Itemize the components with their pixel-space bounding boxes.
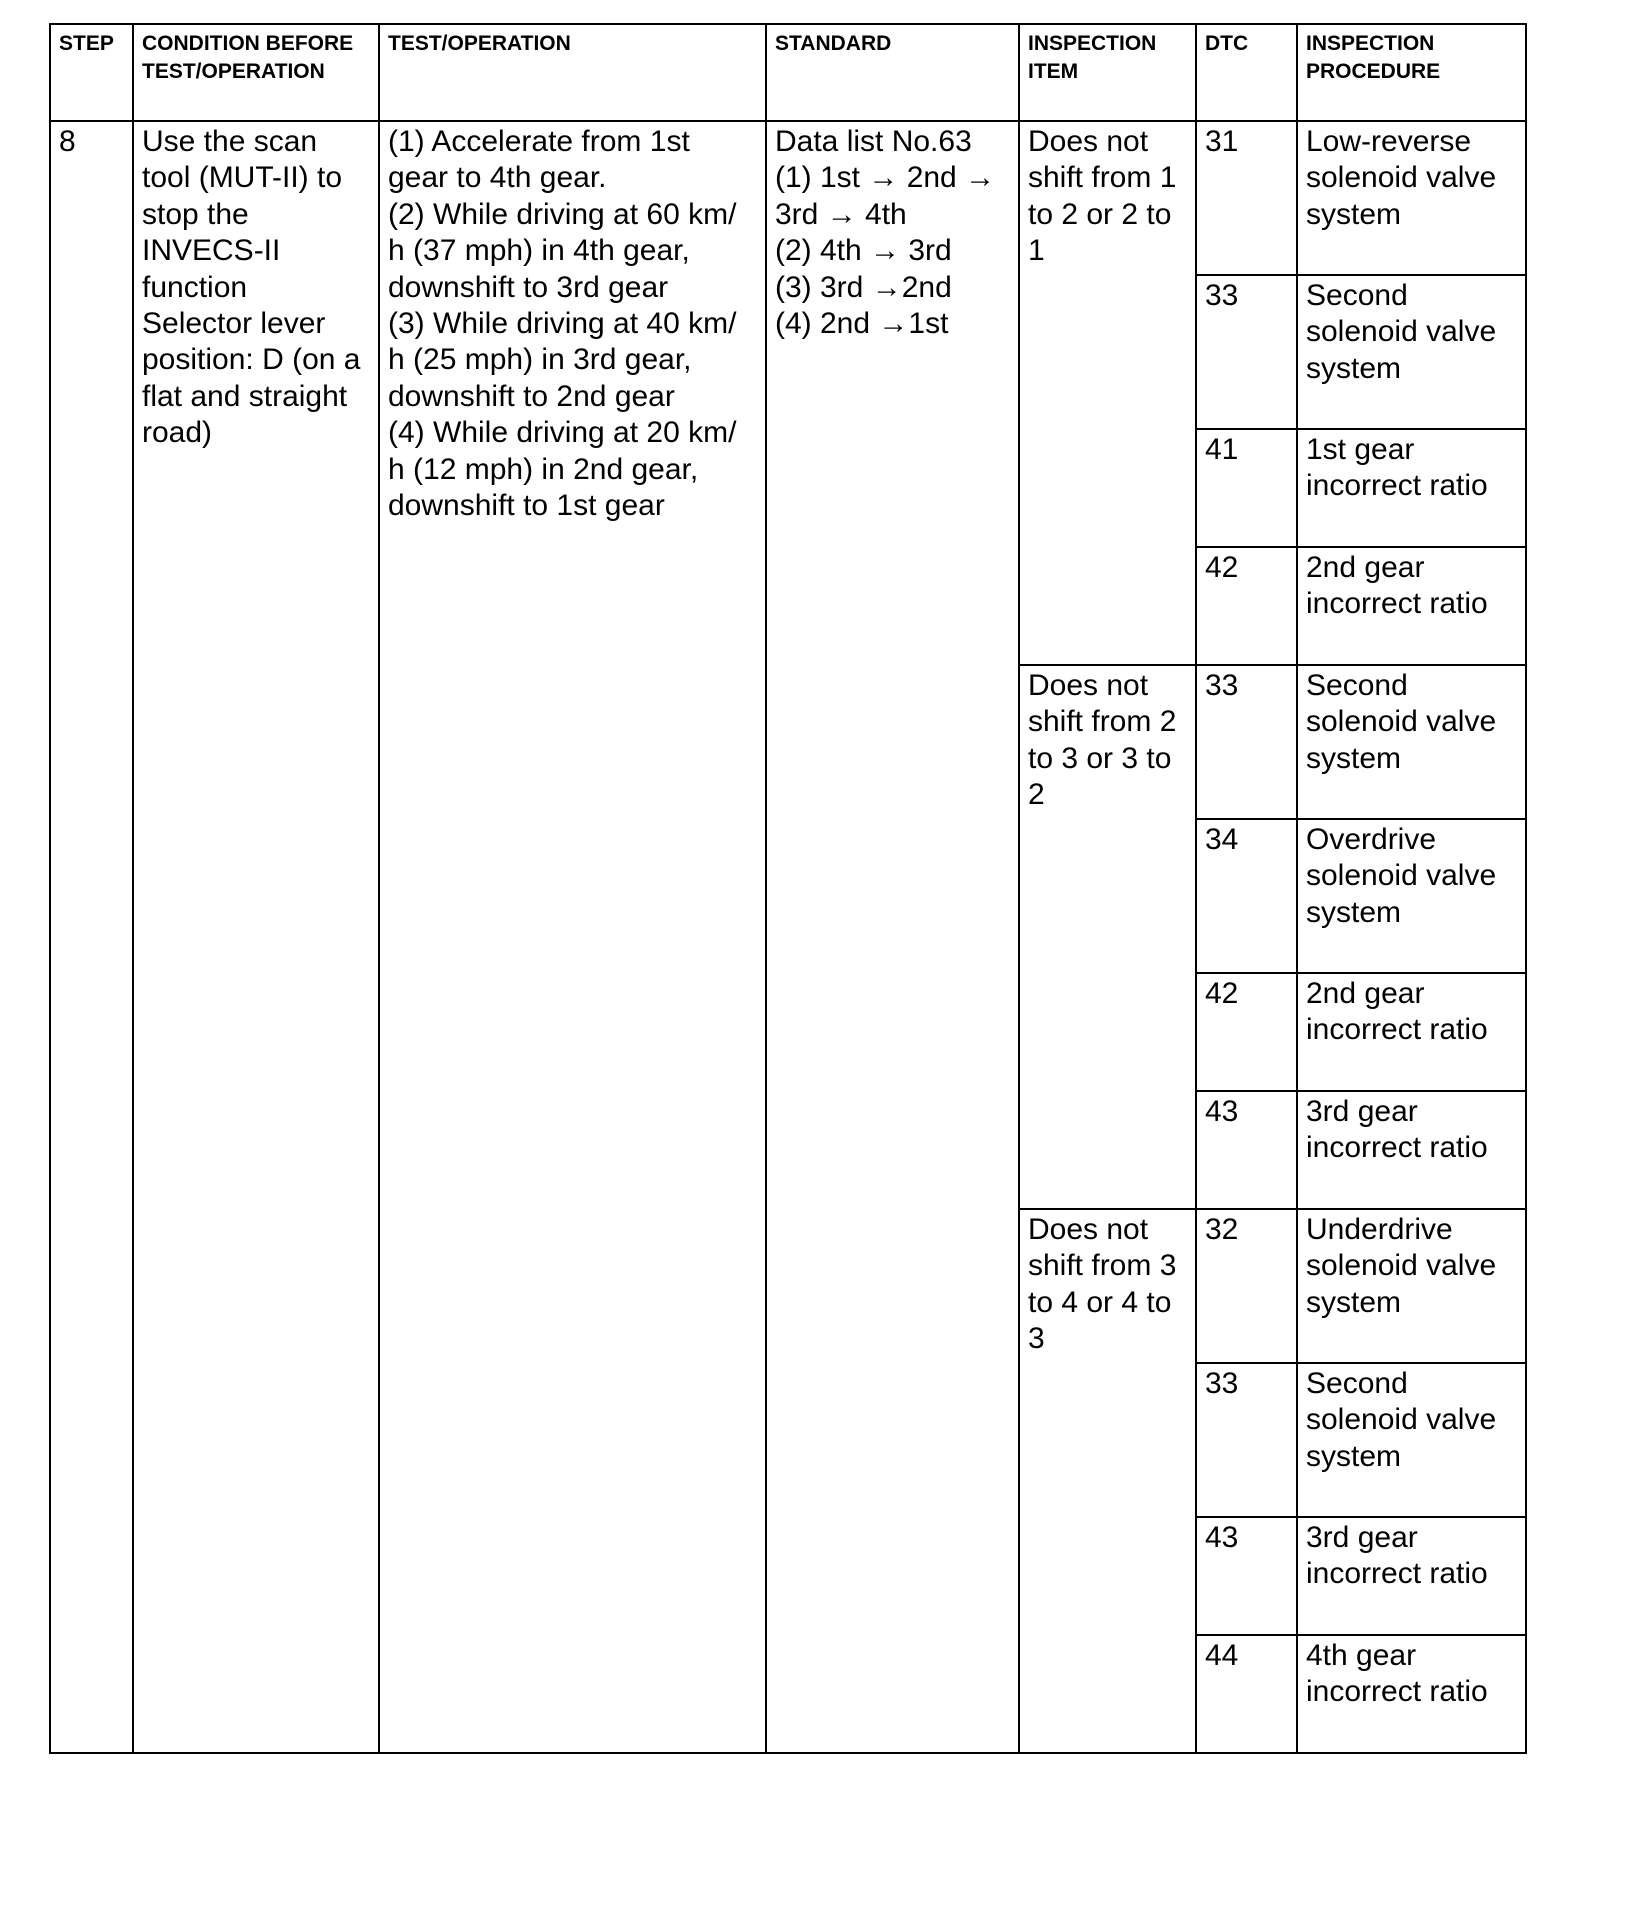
procedure-cell: 1st gear incorrect ratio bbox=[1297, 429, 1526, 547]
test-operation-cell: (1) Accelerate from 1st gear to 4th gear. (2) While driving at 60 km/ h (37 mph) in 4th gear, downshift to 3rd gear (3) While driving at 40 km/ h (25 mph) in 3rd gear, downshift to 2nd gear (4) While driving at 20 km/ h (12 mph) in 2nd gear, downshift to 1st gear bbox=[379, 121, 766, 1753]
table-row bbox=[50, 121, 1526, 275]
procedure-cell: Overdrive solenoid valve system bbox=[1297, 819, 1526, 973]
dtc-cell: 42 bbox=[1196, 547, 1297, 665]
dtc-cell: 43 bbox=[1196, 1517, 1297, 1635]
header-row bbox=[50, 24, 1526, 121]
header-test-operation: TEST/OPERATION bbox=[379, 24, 766, 121]
dtc-cell: 44 bbox=[1196, 1635, 1297, 1753]
procedure-cell: Second solenoid valve system bbox=[1297, 1363, 1526, 1517]
procedure-cell: Low-reverse solenoid valve system bbox=[1297, 121, 1526, 275]
dtc-cell: 33 bbox=[1196, 665, 1297, 819]
header-step: STEP bbox=[50, 24, 133, 121]
header-dtc: DTC bbox=[1196, 24, 1297, 121]
dtc-cell: 33 bbox=[1196, 1363, 1297, 1517]
inspection-item-cell: Does not shift from 3 to 4 or 4 to 3 bbox=[1019, 1209, 1196, 1753]
procedure-cell: Second solenoid valve system bbox=[1297, 665, 1526, 819]
procedure-cell: Underdrive solenoid valve system bbox=[1297, 1209, 1526, 1363]
procedure-cell: 2nd gear incorrect ratio bbox=[1297, 973, 1526, 1091]
header-standard: STANDARD bbox=[766, 24, 1019, 121]
inspection-item-cell: Does not shift from 1 to 2 or 2 to 1 bbox=[1019, 121, 1196, 665]
dtc-cell: 32 bbox=[1196, 1209, 1297, 1363]
dtc-cell: 34 bbox=[1196, 819, 1297, 973]
header-inspection-item: INSPECTION ITEM bbox=[1019, 24, 1196, 121]
header-condition: CONDITION BEFORE TEST/OPERATION bbox=[133, 24, 379, 121]
dtc-cell: 42 bbox=[1196, 973, 1297, 1091]
procedure-cell: 3rd gear incorrect ratio bbox=[1297, 1517, 1526, 1635]
step-number: 8 bbox=[50, 121, 133, 1753]
standard-cell: Data list No.63 (1) 1st → 2nd → 3rd → 4th (2) 4th → 3rd (3) 3rd →2nd (4) 2nd →1st bbox=[766, 121, 1019, 1753]
dtc-cell: 43 bbox=[1196, 1091, 1297, 1209]
header-inspection-procedure: INSPECTION PROCEDURE bbox=[1297, 24, 1526, 121]
procedure-cell: 4th gear incorrect ratio bbox=[1297, 1635, 1526, 1753]
inspection-item-cell: Does not shift from 2 to 3 or 3 to 2 bbox=[1019, 665, 1196, 1209]
dtc-cell: 41 bbox=[1196, 429, 1297, 547]
inspection-table bbox=[49, 23, 1527, 1754]
condition-cell: Use the scan tool (MUT-II) to stop the INVECS-II function Selector lever position: D (on a flat and straight road) bbox=[133, 121, 379, 1753]
procedure-cell: 2nd gear incorrect ratio bbox=[1297, 547, 1526, 665]
dtc-cell: 33 bbox=[1196, 275, 1297, 429]
procedure-cell: Second solenoid valve system bbox=[1297, 275, 1526, 429]
procedure-cell: 3rd gear incorrect ratio bbox=[1297, 1091, 1526, 1209]
dtc-cell: 31 bbox=[1196, 121, 1297, 275]
